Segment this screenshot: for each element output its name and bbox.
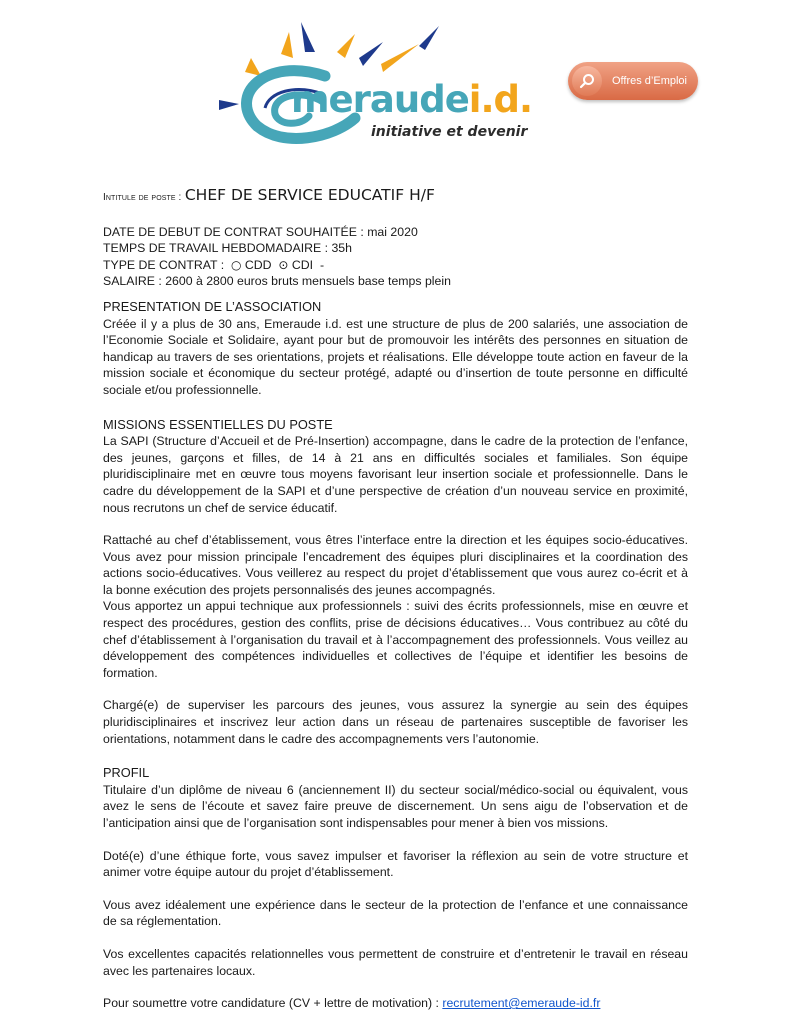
presentation-text: Créée il y a plus de 30 ans, Emeraude i.d. est une structure de plus de 200 salariés, une association de l’Economie Sociale et Solidaire, ayant pour but de promouvoir les intérêts des personnes en situation de handicap au travers de ses orientations, projets et réalisations. Elle développe toute action en faveur de la mission sociale et économique du secteur protégé, adapté ou d’insertion de toute personne en difficulté sociale et/ou professionnelle.	[103, 316, 688, 397]
profil-paragraph-1: Titulaire d’un diplôme de niveau 6 (anciennement II) du secteur social/médico-social ou équivalent, vous avez le sens de l’écoute et savez faire preuve de discernement. Un sens aigu de l’observation et de l’anticipation ainsi que de l’organisation sont indispensables pour mener à bien vos missions.	[103, 782, 688, 830]
profil-heading: PROFIL	[103, 765, 150, 781]
missions-heading: MISSIONS ESSENTIELLES DU POSTE	[103, 416, 333, 432]
job-offer-document	[103, 187, 688, 1012]
apply-text: Pour soumettre votre candidature (CV + lettre de motivation) :	[103, 996, 439, 1011]
contract-option-cdi: CDI	[291, 257, 314, 272]
logo-id: i.d.	[468, 78, 533, 121]
missions-paragraph-4: Chargé(e) de superviser les parcours des jeunes, vous assurez la synergie au sein des équipes pluridisciplinaires et inscrivez leur action dans un réseau de partenaires susceptible de favoriser les orientations, notamment dans le cadre des accompagnements vers l’autonomie.	[103, 698, 688, 746]
search-icon	[572, 66, 602, 96]
job-title: CHEF DE SERVICE EDUCATIF H/F	[184, 186, 435, 204]
profil-paragraph-3: Vous avez idéalement une expérience dans le secteur de la protection de l’enfance et une connaissance de sa réglementation.	[103, 897, 688, 929]
profil-paragraph-4: Vos excellentes capacités relationnelles vous permettent de construire et d’entretenir le travail en réseau avec les partenaires locaux.	[103, 946, 688, 978]
contract-type-label: TYPE DE CONTRAT :	[103, 257, 225, 272]
logo-word: meraude	[291, 78, 469, 121]
apply-line	[103, 995, 688, 1012]
logo-tagline: initiative et devenir	[371, 124, 528, 140]
profil-paragraph-2: Doté(e) d’une éthique forte, vous savez impulser et favoriser la réflexion au sein de votre structure et animer votre équipe autour du projet d’établissement.	[103, 848, 688, 880]
contract-option-cdd: CDD	[244, 257, 272, 272]
work-time: TEMPS DE TRAVAIL HEBDOMADAIRE : 35h	[103, 241, 352, 256]
missions-paragraph-3: Vous apportez un appui technique aux professionnels : suivi des écrits professionnels, mise en œuvre et respect des procédures, gestion des conflits, prise de décisions éducatives… Vous contribuez au côté du chef d’établissement à l’organisation du travail et à l’accompagnement des professionnels. Vous veillez au développement des compétences individuelles et collectives de l’équipe et identifier les besoins de formation.	[103, 599, 688, 680]
radio-empty-icon: ○	[231, 257, 242, 272]
start-date: DATE DE DEBUT DE CONTRAT SOUHAITÉE : mai 2020	[103, 224, 418, 239]
offres-emploi-label: Offres d’Emploi	[612, 75, 687, 87]
job-title-label: Intitule de poste :	[103, 192, 182, 203]
offres-emploi-button[interactable]	[568, 62, 698, 100]
emeraude-logo	[205, 22, 545, 150]
job-title-line	[103, 187, 688, 207]
presentation-heading: PRESENTATION DE L’ASSOCIATION	[103, 298, 322, 314]
apply-email-link[interactable]: recrutement@emeraude-id.fr	[442, 996, 601, 1011]
radio-selected-icon: ⊙	[278, 257, 289, 272]
salary: SALAIRE : 2600 à 2800 euros bruts mensuels base temps plein	[103, 274, 451, 289]
missions-paragraph-2: Rattaché au chef d’établissement, vous êtres l’interface entre la direction et les équipes socio-éducatives. Vous avez pour mission principale l’encadrement des équipes pluri disciplinaires et la coordination des actions socio-éducatives. Vous veillerez au respect du projet d’établissement que vous aurez co-écrit et à la bonne exécution des projets personnalisés des jeunes accompagnés.	[103, 533, 688, 597]
contract-trailing: -	[319, 257, 325, 272]
missions-paragraph-1: La SAPI (Structure d’Accueil et de Pré-Insertion) accompagne, dans le cadre de la protection de l’enfance, des jeunes, garçons et filles, de 14 à 21 ans en difficultés sociales et familiales. Son équipe pluridisciplinaire met en œuvre tous moyens favorisant leur insertion sociale et professionnelle. Dans le cadre du développement de la SAPI et d’une perspective de création d’un nouveau service en proximité, nous recrutons un chef de service éducatif.	[103, 434, 688, 515]
logo-wordmark	[291, 78, 532, 121]
contract-type	[103, 257, 688, 274]
